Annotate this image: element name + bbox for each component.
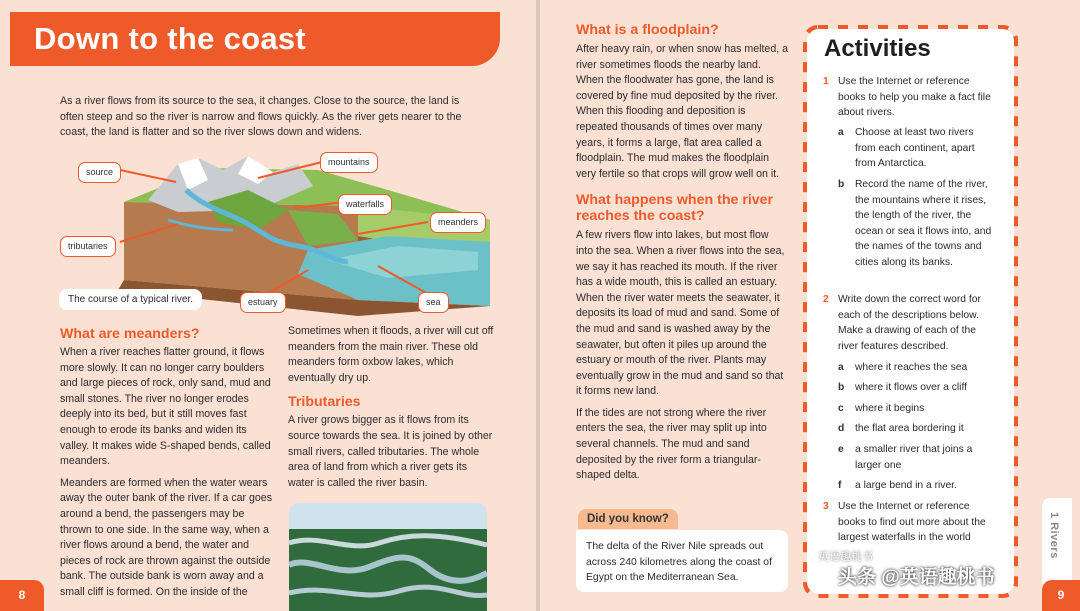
chapter-label: 1 Rivers xyxy=(1048,512,1060,559)
label-waterfalls: waterfalls xyxy=(338,194,392,215)
diagram-caption: The course of a typical river. xyxy=(59,289,202,310)
activity-text: Choose at least two rivers from each continent, apart from Antarctica. xyxy=(855,127,975,170)
page-title: Down to the coast xyxy=(34,21,307,56)
activity-letter: e xyxy=(838,444,844,455)
activity-item xyxy=(823,499,998,546)
activity-item xyxy=(823,292,998,354)
did-you-know-box xyxy=(576,530,788,592)
oxbow-tributaries-column xyxy=(288,324,494,491)
coast-paragraph-2: If the tides are not strong where the river enters the sea, the river may split up into several channels. The mud and sand deposited by the river form a triangular-shaped delta. xyxy=(576,406,767,482)
meanders-heading: What are meanders? xyxy=(60,326,200,342)
did-you-know-label: Did you know? xyxy=(578,509,678,529)
label-tributaries: tributaries xyxy=(60,236,116,257)
activity-item xyxy=(838,360,998,376)
activity-text: where it reaches the sea xyxy=(855,362,968,373)
activity-item xyxy=(838,421,998,437)
activities-title: Activities xyxy=(824,35,931,62)
activity-text: Use the Internet or reference books to help you make a fact file about rivers. xyxy=(838,76,991,119)
label-mountains: mountains xyxy=(320,152,378,173)
label-meanders: meanders xyxy=(430,212,486,233)
activity-letter: d xyxy=(838,423,845,434)
activity-text: Use the Internet or reference books to find out more about the largest waterfalls in the world xyxy=(838,501,986,544)
meanders-section xyxy=(60,326,272,601)
meanders-paragraph-2: Meanders are formed when the water wears away the outer bank of the river. If a car goes around a bend, the passengers may be thrown to one side. In the same way, when a river flows around a bend, the water and pieces of rock are thrown against the outside bank. The outside bank is worn away and a small cliff is formed. On the inside of the xyxy=(60,476,272,598)
activity-text: a large bend in a river. xyxy=(855,480,957,491)
label-source: source xyxy=(78,162,121,183)
activity-item xyxy=(838,177,996,271)
title-banner xyxy=(10,12,500,66)
did-you-know-text: The delta of the River Nile spreads out across 240 kilometres along the coast of Egypt on the Mediterranean Sea. xyxy=(586,541,772,584)
activity-number: 3 xyxy=(823,501,829,512)
floodplain-paragraph: After heavy rain, or when snow has melted, a river sometimes floods the nearby land. When the floodwater has gone, the land is covered by fine mud deposited by the river. When this flooding and deposition is repeated thousands of times over many years, it forms a large, flat area called a floodplain. The mud makes the floodplain very fertile so that crops will grow well on it. xyxy=(576,43,788,180)
activity-letter: c xyxy=(838,403,844,414)
activity-number: 1 xyxy=(823,76,829,87)
activity-letter: a xyxy=(838,127,844,138)
activity-item xyxy=(823,74,993,121)
activity-letter: b xyxy=(838,382,845,393)
activity-item xyxy=(838,380,998,396)
river-meander-photo xyxy=(289,503,487,611)
activity-text: a smaller river that joins a larger one xyxy=(855,444,973,471)
tributaries-paragraph: A river grows bigger as it flows from its source towards the sea. It is joined by other small rivers, called tributaries. The whole area of land from which a river gets its water is called the river basin. xyxy=(288,414,493,489)
activity-item xyxy=(838,442,978,473)
activity-text: where it begins xyxy=(855,403,925,414)
activity-text: where it flows over a cliff xyxy=(855,382,967,393)
page-number-right: 9 xyxy=(1042,580,1080,611)
label-sea: sea xyxy=(418,292,449,313)
oxbow-paragraph: Sometimes when it floods, a river will cut off meanders from the main river. These old meanders form oxbow lakes, which eventually dry up. xyxy=(288,325,494,384)
intro-paragraph: As a river flows from its source to the sea, it changes. Close to the source, the land is often steep and so the river is narrow and flows quickly. As the river gets nearer to the coast, the land is flatter and so the river slows down and widens. xyxy=(60,95,462,139)
left-page xyxy=(0,0,536,611)
activity-item xyxy=(838,125,996,172)
activities-panel xyxy=(803,25,1018,598)
label-estuary: estuary xyxy=(240,292,286,313)
activity-text: the flat area bordering it xyxy=(855,423,964,434)
activity-letter: a xyxy=(838,362,844,373)
activity-number: 2 xyxy=(823,294,829,305)
activity-text: Write down the correct word for each of the descriptions below. Make a drawing of each of the river features described. xyxy=(838,294,981,352)
activity-letter: b xyxy=(838,179,845,190)
activity-letter: f xyxy=(838,480,842,491)
coast-heading: What happens when the river reaches the coast? xyxy=(576,192,774,225)
floodplain-heading: What is a floodplain? xyxy=(576,22,719,38)
activity-item xyxy=(838,401,998,417)
watermark-logo-text: 英语趣桃书 xyxy=(818,551,873,563)
watermark-text: 头条 @英语趣桃书 xyxy=(838,567,995,588)
tributaries-heading: Tributaries xyxy=(288,394,361,411)
meanders-paragraph-1: When a river reaches flatter ground, it flows more slowly. It can no longer carry boulders and large pieces of rock, only sand, mud and small stones. The river no longer erodes deeply into its bed, but it still moves fast enough to erode its banks and widen its valley. It makes wide S-shaped bends, called meanders. xyxy=(60,346,271,468)
page-number-left: 8 xyxy=(0,580,44,611)
activity-text: Record the name of the river, the mountains where it rises, the length of the river, the ocean or sea it flows into, and the names of the towns and cities along its banks. xyxy=(855,179,992,268)
coast-paragraph-1: A few rivers flow into lakes, but most flow into the sea. When a river flows into the sea, we say it has reached its mouth. If the river has a wide mouth, this is called an estuary. When the river water meets the seawater, it deposits its load of mud and sand. Some of the mud and sand is washed away by the seawater, but often it piles up around the estuary or mouth of the river. Plants may eventually grow in the mud and sand so that it forms new land. xyxy=(576,229,785,398)
floodplain-coast-column xyxy=(576,22,788,484)
activity-item xyxy=(838,478,998,494)
